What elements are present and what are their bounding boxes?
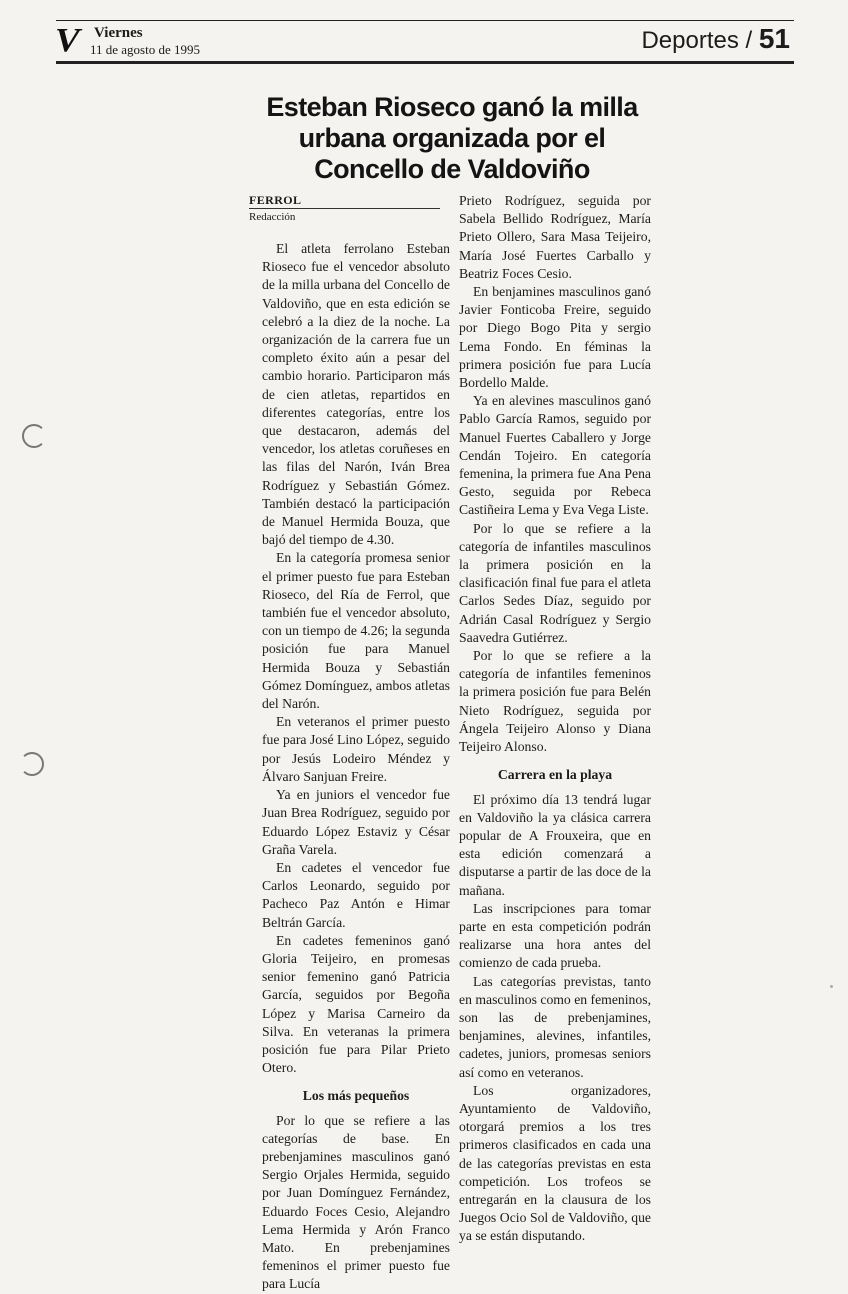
scan-speck bbox=[830, 985, 833, 988]
paragraph: Las categorías previstas, tanto en masculinos como en femeninos, son las de prebenjamines, benjamines, alevines, infantiles, cadetes, juniors, promesas seniors así como en veteranos. bbox=[459, 973, 651, 1080]
punch-hole-mark bbox=[20, 752, 44, 776]
article-column-1 bbox=[262, 240, 450, 1294]
subheading: Los más pequeños bbox=[302, 1088, 410, 1104]
page-number: 51 bbox=[758, 23, 790, 54]
headline-line: Esteban Rioseco ganó la milla bbox=[266, 92, 638, 122]
paragraph: El próximo día 13 tendrá lugar en Valdoviño la ya clásica carrera popular de A Frouxeira, que en esta edición comenzará a disputarse a partir de las doce de la mañana. bbox=[459, 791, 651, 898]
headline-line: urbana organizada por el bbox=[298, 123, 606, 153]
newspaper-logo: V bbox=[54, 22, 80, 59]
article-headline bbox=[252, 92, 652, 185]
dateline-location: FERROL bbox=[249, 193, 302, 207]
section-title bbox=[641, 24, 790, 56]
article-column-2 bbox=[459, 192, 651, 1246]
masthead-date: 11 de agosto de 1995 bbox=[90, 42, 200, 57]
paragraph: En veteranos el primer puesto fue para José Lino López, seguido por Jesús Lodeiro Méndez y Álvaro Sanjuan Freire. bbox=[262, 714, 450, 784]
byline: Redacción bbox=[249, 211, 296, 223]
top-rule bbox=[56, 20, 794, 21]
paragraph: Prieto Rodríguez, seguida por Sabela Bellido Rodríguez, María Prieto Ollero, Sara Masa Teijeiro, María José Fuertes Carballo y Beatriz Foces Cesio. bbox=[459, 193, 651, 281]
paragraph: Los organizadores, Ayuntamiento de Valdoviño, otorgará premios a los tres primeros clasificados en cada una de las categorías previstas en esta competición. Los trofeos se entregarán en la clausura de los Juegos Ocio Sol de Valdoviño, que ya se están disputando. bbox=[459, 1082, 651, 1244]
paragraph: En la categoría promesa senior el primer puesto fue para Esteban Rioseco, del Ría de Ferrol, que también fue el vencedor absoluto, con un tiempo de 4.26; la segunda posición fue para Manuel Hermida Bouza y Sebastián Gómez Domínguez, ambos atletas del Narón. bbox=[262, 550, 450, 712]
paragraph: El atleta ferrolano Esteban Rioseco fue el vencedor absoluto de la milla urbana del Concello de Valdoviño, que en esta edición se celebró a la diez de la noche. La organización de la carrera fue un completo éxito aún a pesar del cambio horario. Participaron más de cien atletas, repartidos en diferentes categorías, entre los que destacaron, además del vencedor, los atletas coruñeses en las filas del Narón, Iván Brea Rodríguez y Sebastián Gómez. También destacó la participación de Manuel Hermida Bouza, que bajó del tiempo de 4.30. bbox=[262, 241, 450, 548]
paragraph: Las inscripciones para tomar parte en esta competición podrán realizarse una hora antes del comienzo de cada prueba. bbox=[459, 900, 651, 971]
paragraph: Por lo que se refiere a la categoría de infantiles femeninos la primera posición fue para Belén Nieto Rodríguez, seguida por Ángela Teijeiro Alonso y Diana Teijeiro Alonso. bbox=[459, 648, 651, 755]
headline-line: Concello de Valdoviño bbox=[314, 154, 590, 184]
masthead-day: Viernes bbox=[94, 25, 143, 41]
paragraph: Ya en alevines masculinos ganó Pablo García Ramos, seguido por Manuel Fuertes Caballero y Jorge Cendán Tojeiro. En categoría femenina, la primera fue Ana Pena Gesto, seguida por Rebeca Castiñeira Lema y Eva Vega Liste. bbox=[459, 393, 651, 518]
section-name: Deportes / bbox=[641, 27, 753, 54]
punch-hole-mark bbox=[22, 424, 46, 448]
paragraph: Por lo que se refiere a las categorías de base. En prebenjamines masculinos ganó Sergio Orjales Hermida, seguido por Juan Domínguez Fernández, Eduardo Foces Cesio, Alejandro Lema Hermida y Arón Franco Mato. En prebenjamines femeninos el primer puesto fue para Lucía bbox=[262, 1112, 450, 1292]
byline-rule bbox=[249, 208, 440, 209]
paragraph: Por lo que se refiere a la categoría de infantiles masculinos la primera posición en la clasificación final fue para el atleta Carlos Sedes Díaz, seguido por Adrián Casal Rodríguez y Sergio Saavedra Gutiérrez. bbox=[459, 520, 651, 645]
subheading: Carrera en la playa bbox=[497, 767, 613, 783]
paragraph: En benjamines masculinos ganó Javier Fonticoba Freire, seguido por Diego Bogo Pita y sergio Lema Fondo. En féminas la primera posición fue para Lucía Bordello Malde. bbox=[459, 284, 651, 391]
paragraph: Ya en juniors el vencedor fue Juan Brea Rodríguez, seguido por Eduardo López Estaviz y César Graña Varela. bbox=[262, 787, 450, 857]
paragraph: En cadetes el vencedor fue Carlos Leonardo, seguido por Pacheco Paz Antón e Himar Beltrán García. bbox=[262, 859, 450, 930]
masthead-rule bbox=[56, 61, 794, 64]
paragraph: En cadetes femeninos ganó Gloria Teijeiro, en promesas senior femenino ganó Patricia García, seguidos por Begoña López y Marisa Carneiro da Silva. En veteranas la primera posición fue para Pilar Prieto Otero. bbox=[262, 932, 450, 1076]
